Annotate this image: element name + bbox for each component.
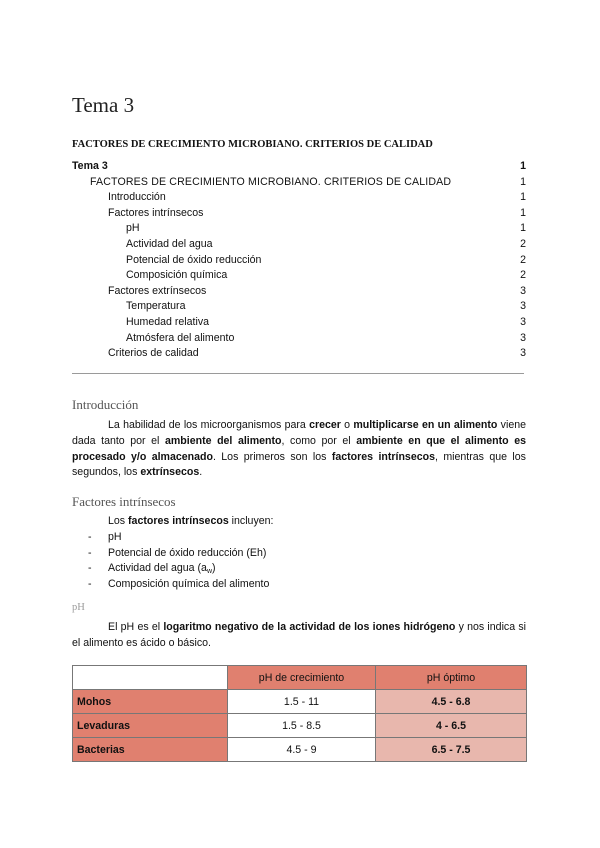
toc-entry-criterios-calidad[interactable]: [72, 346, 528, 362]
toc-page: 2: [520, 269, 526, 282]
bold-text: logaritmo negativo de la actividad de los iones hidrógeno: [163, 621, 456, 633]
bold-text: crecer: [309, 419, 341, 431]
ph-table: [72, 665, 527, 762]
text-run: El pH es el: [108, 621, 164, 633]
cell-ph-optimum: 4 - 6.5: [376, 714, 527, 738]
cell-ph-range: 1.5 - 11: [228, 690, 376, 714]
heading-introduccion: Introducción: [72, 397, 139, 412]
document-subtitle: FACTORES DE CRECIMIENTO MICROBIANO. CRITERIOS DE CALIDAD: [72, 139, 433, 150]
row-label: Bacterias: [73, 738, 228, 762]
subscript: w: [206, 568, 213, 576]
text-run: o: [340, 419, 354, 431]
intrinsic-intro: [108, 515, 273, 527]
list-item: - Actividad del agua $(a_w)$: [88, 562, 216, 576]
toc-label: Atmósfera del alimento: [126, 331, 235, 344]
list-item: - Composición química del alimento: [88, 577, 270, 590]
toc-entry-atmosfera[interactable]: [72, 331, 528, 347]
toc-label: Factores intrínsecos: [108, 206, 204, 219]
toc-label: Humedad relativa: [126, 315, 210, 328]
bold-text: factores intrínsecos: [128, 515, 229, 527]
text-run: Los: [108, 515, 129, 527]
toc-page: 1: [520, 175, 526, 188]
ph-paragraph: [72, 620, 526, 652]
table-row: [73, 690, 527, 714]
cell-ph-optimum: 4.5 - 6.8: [376, 690, 527, 714]
row-label: Mohos: [73, 690, 228, 714]
bold-text: extrínsecos: [140, 466, 200, 479]
toc-page: 3: [520, 284, 526, 297]
toc-label: Introducción: [108, 191, 166, 204]
toc-page: 3: [520, 347, 526, 360]
cell-ph-range: 1.5 - 8.5: [228, 714, 376, 738]
toc-entry-introduccion[interactable]: [72, 190, 528, 206]
toc-label: Factores extrínsecos: [108, 284, 207, 297]
table-row: [73, 738, 527, 762]
list-item: - pH: [88, 531, 122, 543]
table-of-contents: [72, 159, 528, 362]
toc-label: Actividad del agua: [126, 237, 213, 250]
toc-page: 3: [520, 315, 526, 328]
toc-entry-factores-extrinsecos[interactable]: [72, 284, 528, 300]
text-run: .: [199, 466, 203, 479]
toc-page: 3: [520, 331, 526, 344]
list-item-text: Actividad del agua (a: [108, 562, 207, 575]
toc-label: Criterios de calidad: [108, 347, 199, 360]
toc-page: 2: [520, 237, 526, 250]
toc-entry-potencial-oxido[interactable]: [72, 253, 528, 269]
heading-factores-intrinsecos: Factores intrínsecos: [72, 494, 176, 509]
header-cell-empty: [73, 666, 228, 690]
list-item: - Potencial de óxido reducción (Eh): [88, 546, 267, 559]
text-run: , como por el: [281, 434, 357, 447]
toc-entry-factores-crecimiento[interactable]: [72, 175, 528, 191]
toc-label: Temperatura: [126, 300, 186, 313]
toc-label: Tema 3: [72, 160, 108, 172]
text-run: La habilidad de los microorganismos para: [108, 419, 310, 431]
toc-page: 2: [520, 253, 526, 266]
toc-page: 1: [520, 191, 526, 204]
toc-entry-factores-intrinsecos[interactable]: [72, 206, 528, 222]
heading-ph: pH: [72, 602, 85, 613]
cell-ph-optimum: 6.5 - 7.5: [376, 738, 527, 762]
bold-text: ambiente en que el alimento es procesado y/o almacenado: [72, 434, 526, 463]
toc-entry-actividad-agua[interactable]: [72, 237, 528, 253]
toc-label: pH: [126, 222, 140, 235]
toc-page: 1: [520, 160, 526, 172]
toc-label: FACTORES DE CRECIMIENTO MICROBIANO. CRITERIOS DE CALIDAD: [90, 175, 452, 188]
text-run: incluyen:: [228, 515, 274, 527]
text-run: , mientras que los segundos, los: [72, 450, 526, 479]
text-run: . Los primeros son los: [212, 450, 332, 463]
row-label: Levaduras: [73, 714, 228, 738]
toc-entry-humedad-relativa[interactable]: [72, 315, 528, 331]
bold-text: factores intrínsecos: [331, 450, 435, 463]
header-cell-ph-crecimiento: pH de crecimiento: [228, 666, 376, 690]
bold-text: multiplicarse en un alimento: [353, 419, 498, 431]
toc-label: Composición química: [126, 269, 228, 282]
section-divider: [72, 373, 524, 374]
toc-entry-tema-3[interactable]: [72, 159, 528, 175]
list-item-text: Composición química del alimento: [108, 577, 270, 590]
intro-paragraph: [72, 418, 526, 481]
table-header-row: [73, 666, 527, 690]
toc-entry-composicion-quimica[interactable]: [72, 268, 528, 284]
list-item-text: pH: [108, 531, 122, 543]
toc-page: 3: [520, 300, 526, 313]
toc-page: 1: [520, 222, 526, 235]
toc-entry-temperatura[interactable]: [72, 299, 528, 315]
text-run: ): [212, 562, 216, 575]
toc-entry-ph[interactable]: [72, 221, 528, 237]
cell-ph-range: 4.5 - 9: [228, 738, 376, 762]
toc-label: Potencial de óxido reducción: [126, 253, 262, 266]
intrinsic-factor-list: [88, 530, 269, 592]
text-run: viene dada tanto por el: [72, 419, 526, 447]
toc-page: 1: [520, 206, 526, 219]
list-item-text: Potencial de óxido reducción (Eh): [108, 546, 267, 559]
header-cell-ph-optimo: pH óptimo: [376, 666, 527, 690]
table-row: [73, 714, 527, 738]
document-title: Tema 3: [72, 93, 135, 117]
text-run: y nos indica si el alimento es ácido o básico.: [72, 621, 527, 649]
bold-text: ambiente del alimento: [164, 434, 282, 447]
